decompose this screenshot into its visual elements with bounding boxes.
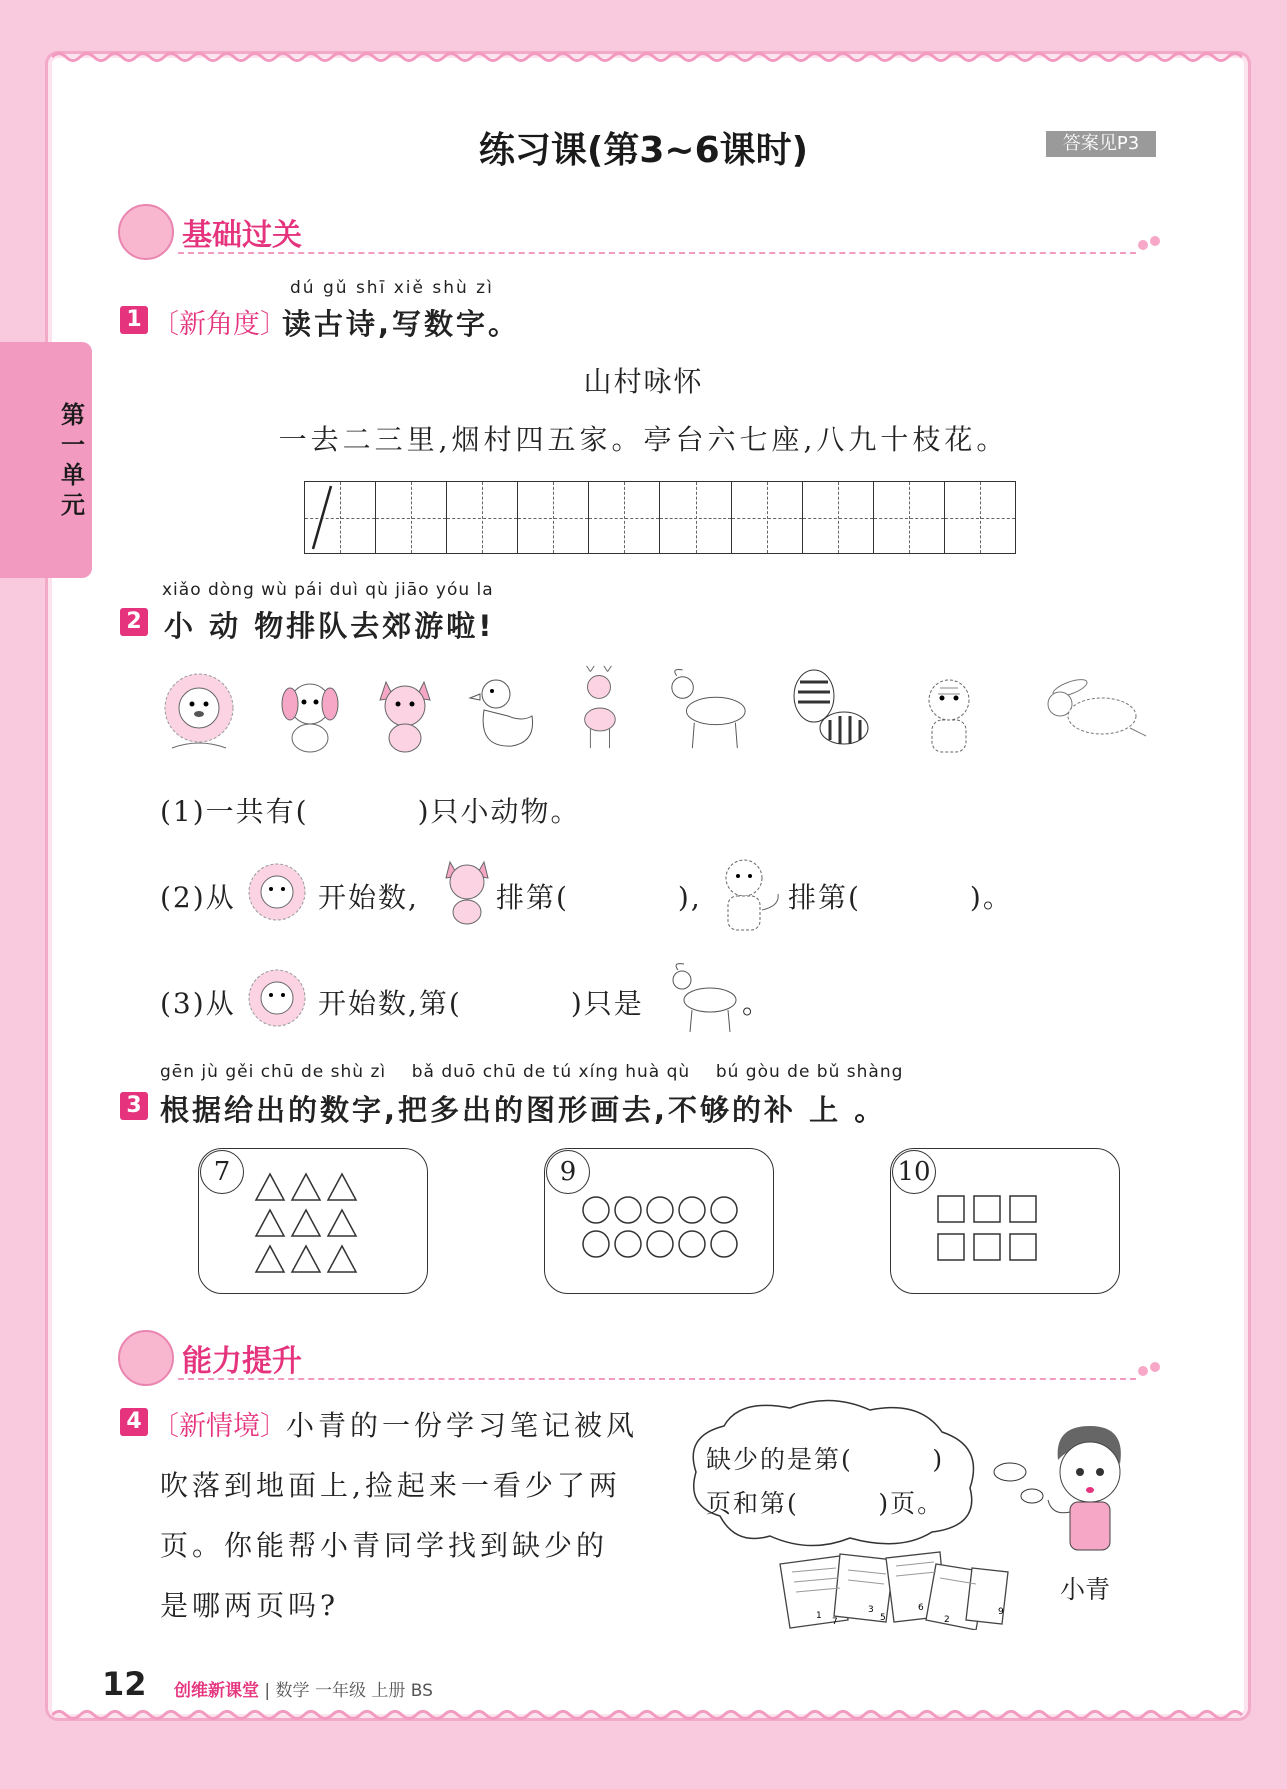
page-number-label: 1 bbox=[816, 1611, 822, 1621]
grid-cell[interactable] bbox=[874, 482, 945, 553]
footer-brand: 创维新课堂 bbox=[174, 1681, 259, 1701]
footer-subject: | 数学 一年级 上册 BS bbox=[264, 1681, 433, 1701]
square-group bbox=[934, 1192, 1040, 1266]
lion-icon bbox=[244, 858, 310, 930]
grid-cell[interactable] bbox=[945, 482, 1015, 553]
poem-text: 一去二三里,烟村四五家。亭台六七座,八九十枝花。 bbox=[278, 423, 1009, 456]
triangle-group bbox=[252, 1170, 364, 1274]
tiger-icon bbox=[708, 850, 788, 934]
circle-group bbox=[580, 1194, 740, 1262]
wavy-border-bottom bbox=[52, 1708, 1244, 1722]
section-divider bbox=[178, 252, 1136, 254]
q1-text: 读古诗,写数字。 bbox=[282, 307, 521, 341]
section-heading-advanced: 能力提升 bbox=[182, 1344, 302, 1379]
goat-icon bbox=[660, 666, 756, 754]
kitten-icon bbox=[438, 852, 496, 928]
dot-icon bbox=[1150, 236, 1160, 246]
count-number: 10 bbox=[892, 1150, 936, 1194]
q2-sub3-mid: 开始数,第( )只是 bbox=[318, 987, 644, 1020]
goat-icon bbox=[664, 962, 744, 1038]
deer-icon bbox=[560, 664, 638, 752]
q2-sub2-tiger: 排第( )。 bbox=[788, 881, 1013, 914]
boy-name: 小青 bbox=[1060, 1575, 1111, 1604]
dot-icon bbox=[1150, 1362, 1160, 1372]
q4-line-2: 吹落到地面上,捡起来一看少了两 bbox=[160, 1469, 621, 1502]
page-number-label: 3 bbox=[868, 1605, 874, 1615]
scattered-pages-icon bbox=[776, 1550, 1016, 1630]
section-divider bbox=[178, 1378, 1136, 1380]
mascot-icon bbox=[118, 1330, 174, 1386]
bubble-line-1: 缺少的是第( ) bbox=[706, 1445, 945, 1474]
grid-cell[interactable] bbox=[447, 482, 518, 553]
page-number: 12 bbox=[102, 1665, 147, 1703]
answer-reference-tag: 答案见P3 bbox=[1046, 131, 1156, 157]
q2-sub2-mid: 开始数, bbox=[318, 881, 419, 914]
q4-number: 4 bbox=[120, 1408, 148, 1436]
page-number-label: 9 bbox=[998, 1607, 1004, 1617]
section-heading-basic: 基础过关 bbox=[182, 218, 302, 253]
page-number-label: 6 bbox=[918, 1603, 924, 1613]
q2-number: 2 bbox=[120, 608, 148, 636]
q3-number: 3 bbox=[120, 1092, 148, 1120]
tiger-icon bbox=[910, 668, 988, 756]
grid-cell[interactable] bbox=[376, 482, 447, 553]
kitten-icon bbox=[366, 668, 444, 756]
wavy-border-top bbox=[52, 50, 1244, 64]
boy-icon bbox=[1040, 1420, 1140, 1570]
thought-bubble bbox=[680, 1396, 990, 1556]
count-number: 9 bbox=[546, 1150, 590, 1194]
q4-line-1: 小青的一份学习笔记被风 bbox=[286, 1409, 639, 1442]
q4-line-4: 是哪两页吗? bbox=[160, 1589, 340, 1622]
mascot-icon bbox=[118, 204, 174, 260]
lion-icon bbox=[160, 668, 238, 756]
q3-pinyin: gēn jù gěi chū de shù zì bǎ duō chū de tú xíng huà qù bú gòu de bǔ shàng bbox=[160, 1062, 904, 1082]
q2-sub1: (1)一共有( )只小动物。 bbox=[160, 795, 581, 828]
q2-pinyin: xiǎo dòng wù pái duì qù jiāo yóu la bbox=[162, 580, 494, 600]
page-number-label: 2 bbox=[944, 1615, 950, 1625]
lion-icon bbox=[244, 962, 310, 1038]
grid-cell[interactable] bbox=[660, 482, 731, 553]
q2-sub2-start: (2)从 bbox=[160, 881, 236, 914]
grid-cell[interactable] bbox=[732, 482, 803, 553]
q2-text: 小 动 物排队去郊游啦! bbox=[164, 609, 495, 643]
page-number-label: 5 bbox=[880, 1613, 886, 1623]
q4-tag: 〔新情境〕 bbox=[152, 1411, 287, 1442]
page-number-label: 7 bbox=[832, 1617, 838, 1627]
q1-pinyin: dú gǔ shī xiě shù zì bbox=[290, 278, 494, 298]
duck-icon bbox=[462, 670, 540, 758]
grid-cell[interactable] bbox=[518, 482, 589, 553]
poem-title: 山村咏怀 bbox=[583, 365, 704, 398]
q2-sub3-end: 。 bbox=[742, 987, 773, 1020]
zebra-icon bbox=[786, 660, 886, 760]
rabbit-icon bbox=[1026, 670, 1152, 758]
writing-grid[interactable] bbox=[304, 481, 1016, 554]
puppy-icon bbox=[270, 670, 348, 758]
grid-cell[interactable] bbox=[589, 482, 660, 553]
grid-cell[interactable] bbox=[803, 482, 874, 553]
q2-sub2-kitten: 排第( ), bbox=[496, 881, 702, 914]
q2-sub3-start: (3)从 bbox=[160, 987, 236, 1020]
count-number: 7 bbox=[200, 1150, 244, 1194]
q4-line-3: 页。你能帮小青同学找到缺少的 bbox=[160, 1529, 609, 1562]
dot-icon bbox=[1138, 1366, 1148, 1376]
page-title: 练习课(第3~6课时) bbox=[478, 130, 809, 171]
dot-icon bbox=[1138, 240, 1148, 250]
grid-cell[interactable] bbox=[305, 482, 376, 553]
q3-text: 根据给出的数字,把多出的图形画去,不够的补 上 。 bbox=[160, 1093, 887, 1127]
footer-info bbox=[174, 1676, 433, 1701]
unit-side-tab-label: 第一单元 bbox=[61, 401, 85, 519]
bubble-line-2: 页和第( )页。 bbox=[706, 1489, 945, 1518]
q1-number: 1 bbox=[120, 306, 148, 334]
q1-tag: 〔新角度〕 bbox=[152, 309, 287, 340]
